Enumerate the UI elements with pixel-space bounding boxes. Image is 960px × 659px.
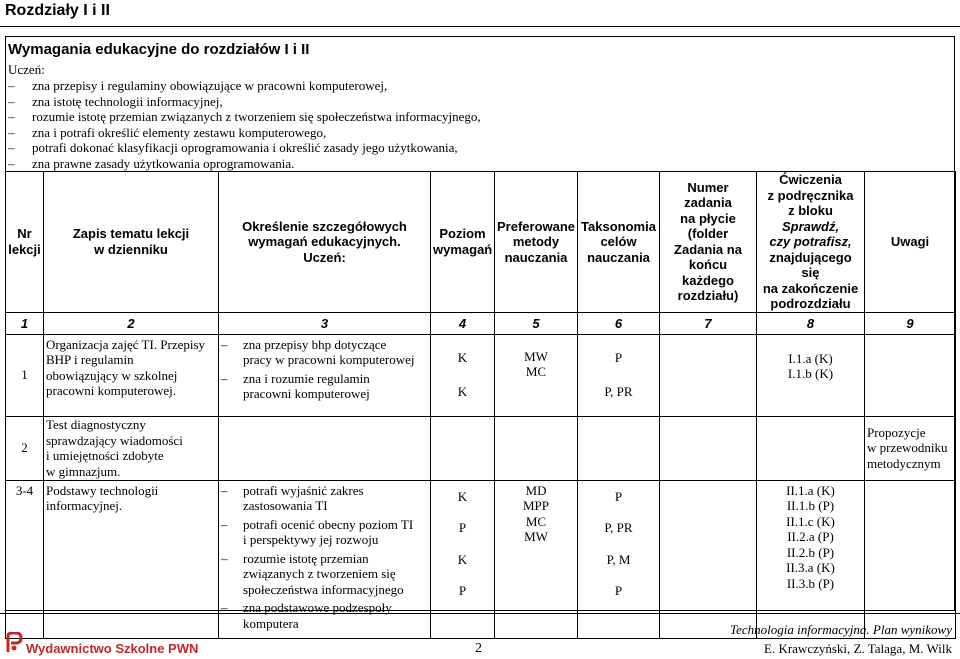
- column-numbers-row: [6, 312, 956, 334]
- header-row: [6, 172, 956, 313]
- requirement-item: – zna przepisy bhp dotyczące pracy w pracowni komputerowej: [221, 336, 415, 367]
- list-item: – potrafi dokonać klasyfikacji oprogramowania i określić zasady jego użytkowania,: [8, 140, 458, 155]
- column-number: 2: [44, 312, 219, 334]
- header-topic: Zapis tematu lekcji w dzienniku: [44, 172, 219, 313]
- row-exercises: [757, 416, 865, 480]
- row-taxonomy: [578, 416, 660, 480]
- row-task-number: [660, 480, 757, 638]
- header-task-number: Numer zadania na płycie (folder Zadania na końcu każdego rozdziału): [660, 172, 757, 313]
- column-number: 5: [495, 312, 578, 334]
- column-number: 3: [219, 312, 431, 334]
- list-item: – zna istotę technologii informacyjnej,: [8, 93, 223, 109]
- list-item: – rozumie istotę przemian związanych z tworzeniem się społeczeństwa informacyjnego,: [8, 109, 481, 124]
- page-number: 2: [475, 641, 482, 656]
- header-level: Poziom wymagań: [431, 172, 495, 313]
- row-levels: K K: [431, 334, 495, 416]
- row-topic: Podstawy technologii informacyjnej.: [44, 480, 219, 638]
- row-notes: [865, 334, 956, 416]
- section-title: Wymagania edukacyjne do rozdziałów I i II: [8, 41, 310, 58]
- row-exercises: I.1.a (K) I.1.b (K): [757, 334, 865, 416]
- book-title: Technologia informacyjna. Plan wynikowy: [730, 622, 952, 637]
- list-item: – zna prawne zasady użytkowania oprogramowania.: [8, 155, 295, 171]
- row-task-number: [660, 334, 757, 416]
- header-notes: Uwagi: [865, 172, 956, 313]
- title-divider: [0, 26, 960, 27]
- list-item: – zna i potrafi określić elementy zestawu komputerowego,: [8, 124, 327, 140]
- requirements-table: [5, 171, 956, 639]
- list-item: – zna przepisy i regulaminy obowiązujące w pracowni komputerowej,: [8, 78, 388, 93]
- table-row: [6, 416, 956, 480]
- requirement-item: – zna podstawowe podzespoły komputera: [221, 600, 392, 631]
- row-notes: [865, 480, 956, 638]
- row-requirements: [219, 480, 431, 638]
- row-levels: K P K P: [431, 480, 495, 638]
- row-nr: 3-4: [6, 480, 44, 638]
- row-methods: [495, 416, 578, 480]
- publisher-name: Wydawnictwo Szkolne PWN: [26, 641, 199, 656]
- footer-divider: [0, 613, 960, 614]
- column-number: 7: [660, 312, 757, 334]
- pwn-logo-icon: [5, 632, 23, 654]
- row-topic: Test diagnostyczny sprawdzający wiadomości i umiejętności zdobyte w gimnazjum.: [44, 416, 219, 480]
- row-methods: MW MC: [495, 334, 578, 416]
- row-nr: 2: [6, 416, 44, 480]
- column-number: 1: [6, 312, 44, 334]
- requirement-item: – potrafi ocenić obecny poziom TI i perspektywy jej rozwoju: [221, 516, 414, 547]
- row-notes: Propozycje w przewodniku metodycznym: [865, 416, 956, 480]
- row-task-number: [660, 416, 757, 480]
- requirement-item: – zna i rozumie regulamin pracowni komputerowej: [221, 370, 370, 401]
- column-number: 6: [578, 312, 660, 334]
- header-taxonomy: Taksonomia celów nauczania: [578, 172, 660, 313]
- table-row: [6, 334, 956, 416]
- intro-list: [8, 78, 481, 171]
- row-taxonomy: P P, PR: [578, 334, 660, 416]
- row-methods: MD MPP MC MW: [495, 480, 578, 638]
- header-methods: Preferowane metody nauczania: [495, 172, 578, 313]
- header-requirements: Określenie szczegółowych wymagań edukacyjnych. Uczeń:: [219, 172, 431, 313]
- intro-label: Uczeń:: [8, 62, 45, 77]
- row-nr: 1: [6, 334, 44, 416]
- row-exercises: II.1.a (K) II.1.b (P) II.1.c (K) II.2.a (P) II.2.b (P) II.3.a (K) II.3.b (P): [757, 480, 865, 638]
- column-number: 4: [431, 312, 495, 334]
- row-taxonomy: P P, PR P, M P: [578, 480, 660, 638]
- row-requirements: [219, 334, 431, 416]
- requirement-item: – potrafi wyjaśnić zakres zastosowania TI: [221, 482, 364, 513]
- column-number: 9: [865, 312, 956, 334]
- row-requirements: [219, 416, 431, 480]
- column-number: 8: [757, 312, 865, 334]
- table-row: [6, 480, 956, 638]
- authors: E. Krawczyński, Z. Talaga, M. Wilk: [764, 641, 952, 656]
- page-title: Rozdziały I i II: [5, 2, 110, 19]
- header-exercises: Ćwiczenia z podręcznika z bloku Sprawdź, czy potrafisz, znajdującego się na zakończenie podrozdziału: [757, 172, 865, 313]
- requirement-item: – rozumie istotę przemian związanych z tworzeniem się społeczeństwa informacyjnego: [221, 550, 404, 597]
- row-topic: Organizacja zajęć TI. Przepisy BHP i regulamin obowiązujący w szkolnej pracowni komputerowej.: [44, 334, 219, 416]
- row-levels: [431, 416, 495, 480]
- header-nr: Nr lekcji: [6, 172, 44, 313]
